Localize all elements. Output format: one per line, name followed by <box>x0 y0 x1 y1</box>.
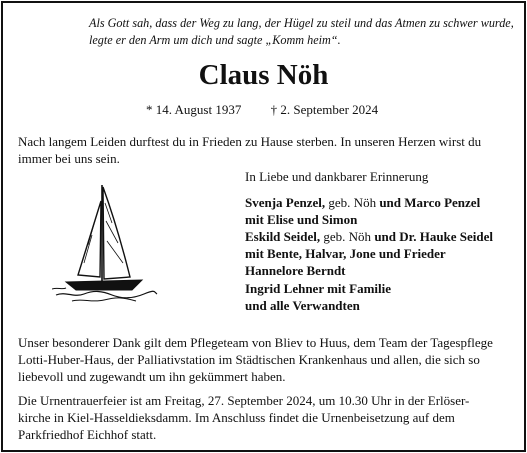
family-member: mit Elise und Simon <box>245 212 358 228</box>
memorial-quote <box>89 15 514 49</box>
family-list <box>245 168 520 314</box>
thanks-line: Unser besonderer Dank gilt dem Pflegeteam von Bliev to Huus, dem Team der Tagespflege <box>18 335 493 350</box>
farewell-text <box>18 133 513 167</box>
maiden-name: geb. Nöh <box>325 195 380 211</box>
deceased-name: Claus Nöh <box>198 59 329 91</box>
life-dates <box>146 101 378 118</box>
birth-date: * 14. August 1937 <box>146 102 242 117</box>
thanks-line: liebevoll und zugewandt um ihn gekümmert haben. <box>18 369 286 384</box>
family-name: Eskild Seidel, <box>245 229 321 245</box>
family-member <box>245 194 520 211</box>
family-member <box>245 228 520 245</box>
quote-line: Als Gott sah, dass der Weg zu lang, der Hügel zu steil und das Atmen zu schwer wurde, <box>89 16 514 30</box>
family-member: und alle Verwandten <box>245 297 360 313</box>
family-name: und Dr. Hauke Seidel <box>374 229 494 245</box>
ceremony-line: Parkfriedhof Eichhof statt. <box>18 427 157 442</box>
family-intro: In Liebe und dankbarer Erinnerung <box>245 169 429 184</box>
maiden-name: geb. Nöh <box>320 229 375 245</box>
family-member: Ingrid Lehner mit Familie <box>245 280 392 296</box>
ceremony-text <box>18 392 513 443</box>
farewell-line: immer bei uns sein. <box>18 151 120 166</box>
family-member: Hannelore Berndt <box>245 263 346 279</box>
ceremony-line: kirche in Kiel-Hasseldieksdamm. Im Anschluss findet die Urnenbeisetzung auf dem <box>18 410 455 425</box>
family-name: Svenja Penzel, <box>245 195 326 211</box>
thanks-line: Lotti-Huber-Haus, der Palliativstation im Städtischen Krankenhaus und allen, die sich so <box>18 352 480 367</box>
death-date: † 2. September 2024 <box>270 102 379 117</box>
farewell-line: Nach langem Leiden durftest du in Frieden zu Hause sterben. In unseren Herzen wirst du <box>18 134 482 149</box>
sailboat-icon <box>52 183 158 305</box>
ceremony-line: Die Urnentrauerfeier ist am Freitag, 27. September 2024, um 10.30 Uhr in der Erlöser- <box>18 393 470 408</box>
family-name: und Marco Penzel <box>379 195 481 211</box>
thanks-text <box>18 334 513 385</box>
quote-line: legte er den Arm um dich und sagte „Komm heim“. <box>89 33 341 47</box>
family-member: mit Bente, Halvar, Jone und Frieder <box>245 246 446 262</box>
